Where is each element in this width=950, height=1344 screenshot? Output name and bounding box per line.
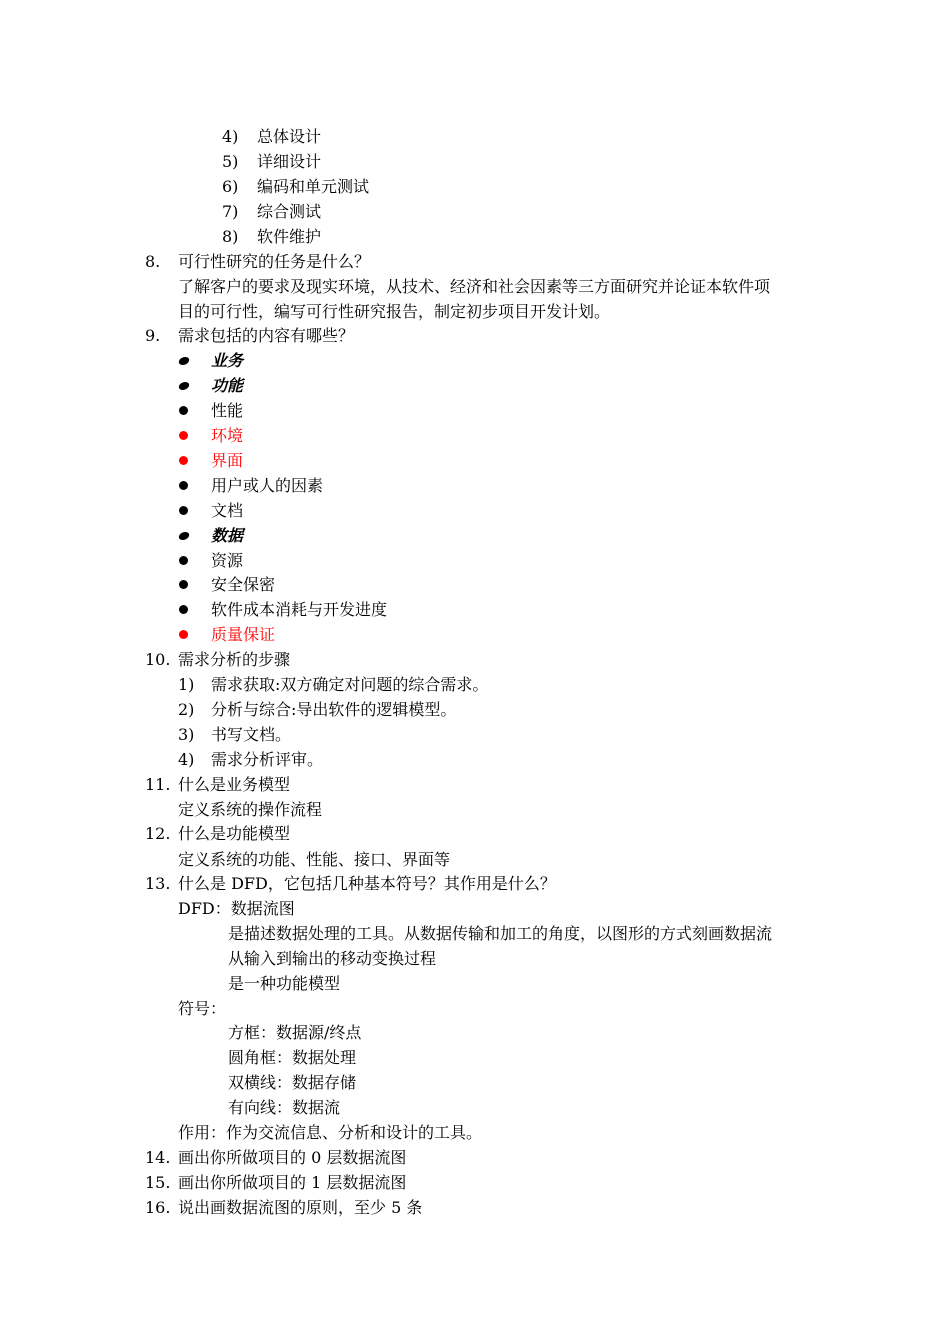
- bullet-icon: [178, 382, 191, 390]
- list-number: 8): [222, 227, 239, 246]
- question-number: 11.: [145, 775, 171, 794]
- requirement-item: 功能: [211, 376, 244, 395]
- question-number: 8.: [145, 252, 161, 271]
- step-text: 需求分析评审。: [211, 750, 324, 769]
- symbols-label: 符号：: [178, 999, 227, 1018]
- list-number: 6): [222, 177, 239, 196]
- list-number: 5): [222, 152, 239, 171]
- dfd-description: 从输入到输出的移动变换过程: [228, 949, 437, 968]
- answer-text: 了解客户的要求及现实环境，从技术、经济和社会因素等三方面研究并论证本软件项: [178, 277, 771, 296]
- bullet-icon: [179, 456, 188, 465]
- question-text: 需求分析的步骤: [178, 650, 291, 669]
- question-text: 说出画数据流图的原则，至少 5 条: [178, 1198, 423, 1217]
- bullet-icon: [179, 605, 188, 614]
- question-text: 需求包括的内容有哪些？: [178, 326, 355, 345]
- question-text: 什么是 DFD，它包括几种基本符号？其作用是什么？: [178, 874, 556, 893]
- bullet-icon: [179, 431, 188, 440]
- requirement-item: 质量保证: [211, 625, 276, 644]
- list-number: 4): [222, 127, 239, 146]
- list-number: 7): [222, 202, 239, 221]
- question-text: 画出你所做项目的 1 层数据流图: [178, 1173, 407, 1192]
- question-number: 12.: [145, 824, 171, 843]
- requirement-item: 资源: [211, 551, 244, 570]
- bullet-icon: [179, 506, 188, 515]
- step-number: 2): [178, 700, 195, 719]
- question-number: 16.: [145, 1198, 171, 1217]
- list-item: 总体设计: [257, 127, 322, 146]
- step-number: 1): [178, 675, 195, 694]
- requirement-item: 用户或人的因素: [211, 476, 324, 495]
- question-text: 什么是业务模型: [178, 775, 291, 794]
- symbol-item: 方框：数据源/终点: [228, 1023, 362, 1042]
- bullet-icon: [178, 357, 191, 365]
- bullet-icon: [179, 580, 188, 589]
- requirement-item: 界面: [211, 451, 244, 470]
- step-number: 3): [178, 725, 195, 744]
- question-number: 14.: [145, 1148, 171, 1167]
- question-text: 画出你所做项目的 0 层数据流图: [178, 1148, 407, 1167]
- list-item: 编码和单元测试: [257, 177, 370, 196]
- bullet-icon: [179, 406, 188, 415]
- dfd-description: 是一种功能模型: [228, 974, 341, 993]
- symbol-item: 双横线：数据存储: [228, 1073, 357, 1092]
- question-text: 什么是功能模型: [178, 824, 291, 843]
- step-number: 4): [178, 750, 195, 769]
- requirement-item: 文档: [211, 501, 244, 520]
- question-number: 10.: [145, 650, 171, 669]
- requirement-item: 数据: [211, 526, 244, 545]
- answer-text: 定义系统的功能、性能、接口、界面等: [178, 850, 451, 869]
- requirement-item: 软件成本消耗与开发进度: [211, 600, 388, 619]
- bullet-icon: [178, 532, 191, 540]
- question-number: 13.: [145, 874, 171, 893]
- dfd-label: DFD：数据流图: [178, 899, 295, 918]
- list-item: 综合测试: [257, 202, 322, 221]
- answer-text: 定义系统的操作流程: [178, 800, 323, 819]
- requirement-item: 环境: [211, 426, 244, 445]
- requirement-item: 业务: [211, 351, 244, 370]
- question-number: 15.: [145, 1173, 171, 1192]
- bullet-icon: [179, 556, 188, 565]
- list-item: 软件维护: [257, 227, 322, 246]
- requirement-item: 安全保密: [211, 575, 276, 594]
- symbol-item: 有向线：数据流: [228, 1098, 341, 1117]
- step-text: 书写文档。: [211, 725, 292, 744]
- symbol-item: 圆角框：数据处理: [228, 1048, 357, 1067]
- step-text: 需求获取:双方确定对问题的综合需求。: [211, 675, 489, 694]
- step-text: 分析与综合:导出软件的逻辑模型。: [211, 700, 457, 719]
- bullet-icon: [179, 630, 188, 639]
- question-number: 9.: [145, 326, 161, 345]
- dfd-description: 是描述数据处理的工具。从数据传输和加工的角度，以图形的方式刻画数据流: [228, 924, 773, 943]
- question-text: 可行性研究的任务是什么？: [178, 252, 371, 271]
- bullet-icon: [179, 481, 188, 490]
- purpose-text: 作用：作为交流信息、分析和设计的工具。: [178, 1123, 483, 1142]
- list-item: 详细设计: [257, 152, 322, 171]
- answer-text: 目的可行性，编写可行性研究报告，制定初步项目开发计划。: [178, 302, 611, 321]
- requirement-item: 性能: [211, 401, 244, 420]
